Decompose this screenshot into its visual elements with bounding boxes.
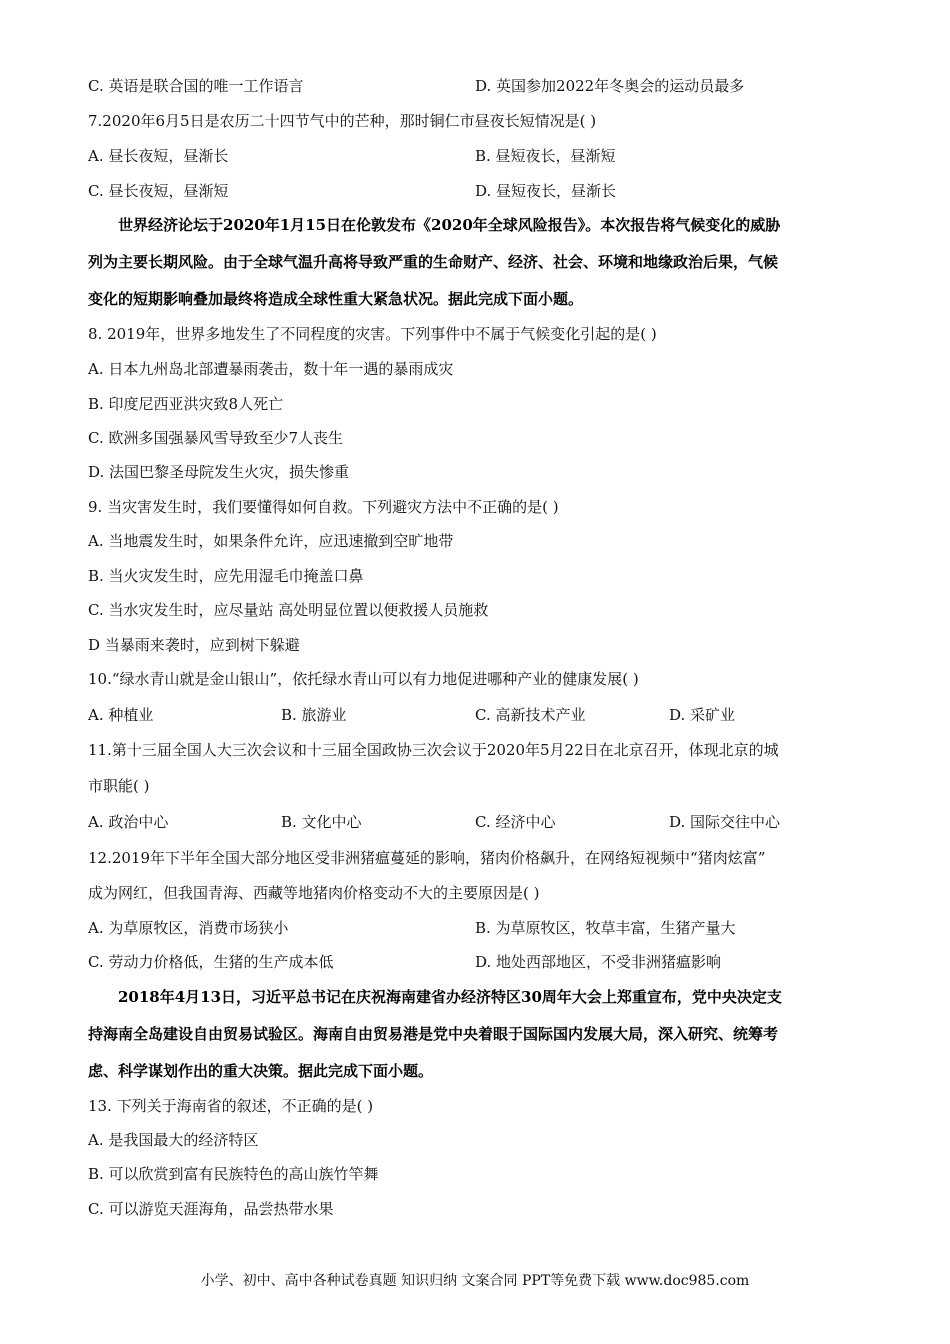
q13-stem: 13. 下列关于海南省的叙述，不正确的是( ) (88, 1097, 374, 1115)
passage-climate-risk (88, 215, 862, 326)
q6-option-d: D. 英国参加2022年冬奥会的运动员最多 (475, 77, 745, 95)
q9-stem: 9. 当灾害发生时，我们要懂得如何自救。下列避灾方法中不正确的是( ) (88, 498, 559, 516)
passage-line: 变化的短期影响叠加最终将造成全球性重大紧急状况。据此完成下面小题。 (88, 290, 584, 308)
q8-option-a: A. 日本九州岛北部遭暴雨袭击，数十年一遇的暴雨成灾 (88, 360, 454, 378)
q7-stem: 7.2020年6月5日是农历二十四节气中的芒种，那时铜仁市昼夜长短情况是( ) (88, 112, 597, 130)
passage-line: 持海南全岛建设自由贸易试验区。海南自由贸易港是党中央着眼于国际国内发展大局，深入研究、统筹考 (88, 1025, 779, 1043)
q11-option-a: A. 政治中心 (88, 813, 169, 831)
q11-stem-line1: 11.第十三届全国人大三次会议和十三届全国政协三次会议于2020年5月22日在北京召开，体现北京的城 (88, 741, 779, 759)
passage-line: 虑、科学谋划作出的重大决策。据此完成下面小题。 (88, 1062, 434, 1080)
q12-option-d: D. 地处西部地区，不受非洲猪瘟影响 (475, 953, 722, 971)
q12-option-b: B. 为草原牧区，牧草丰富，生猪产量大 (475, 919, 736, 937)
q7-option-a: A. 昼长夜短，昼渐长 (88, 147, 229, 165)
q7-option-b: B. 昼短夜长，昼渐短 (475, 147, 616, 165)
q12-stem-line1: 12.2019年下半年全国大部分地区受非洲猪瘟蔓延的影响，猪肉价格飙升，在网络短视频中“猪肉炫富” (88, 849, 766, 867)
q9-option-d: D 当暴雨来袭时，应到树下躲避 (88, 636, 300, 654)
q10-option-b: B. 旅游业 (281, 706, 347, 724)
q11-stem-line2: 市职能( ) (88, 777, 150, 795)
q10-option-c: C. 高新技术产业 (475, 706, 586, 724)
q13-option-c: C. 可以游览天涯海角，品尝热带水果 (88, 1200, 334, 1218)
page-footer: 小学、初中、高中各种试卷真题 知识归纳 文案合同 PPT等免费下载 www.doc985.com (200, 1273, 750, 1289)
q10-option-a: A. 种植业 (88, 706, 154, 724)
q8-stem: 8. 2019年，世界多地发生了不同程度的灾害。下列事件中不属于气候变化引起的是( ) (88, 325, 657, 343)
q8-option-b: B. 印度尼西亚洪灾致8人死亡 (88, 395, 284, 413)
q12-option-c: C. 劳动力价格低，生猪的生产成本低 (88, 953, 334, 971)
q10-option-d: D. 采矿业 (669, 706, 736, 724)
q12-option-a: A. 为草原牧区，消费市场狭小 (88, 919, 289, 937)
q7-option-c: C. 昼长夜短，昼渐短 (88, 182, 229, 200)
q8-option-c: C. 欧洲多国强暴风雪导致至少7人丧生 (88, 429, 344, 447)
q9-option-a: A. 当地震发生时，如果条件允许，应迅速撤到空旷地带 (88, 532, 454, 550)
q11-option-c: C. 经济中心 (475, 813, 556, 831)
passage-line: 列为主要长期风险。由于全球气温升高将导致严重的生命财产、经济、社会、环境和地缘政治后果，气候 (88, 253, 779, 271)
q6-option-c: C. 英语是联合国的唯一工作语言 (88, 77, 304, 95)
q8-option-d: D. 法国巴黎圣母院发生火灾，损失惨重 (88, 463, 350, 481)
q12-stem-line2: 成为网红，但我国青海、西藏等地猪肉价格变动不大的主要原因是( ) (88, 884, 540, 902)
q11-option-b: B. 文化中心 (281, 813, 362, 831)
q10-stem: 10.“绿水青山就是金山银山”，依托绿水青山可以有力地促进哪种产业的健康发展( ) (88, 670, 639, 688)
q13-option-b: B. 可以欣赏到富有民族特色的高山族竹竿舞 (88, 1165, 379, 1183)
q9-option-c: C. 当水灾发生时，应尽量站 高处明显位置以便救援人员施救 (88, 601, 489, 619)
passage-line: 世界经济论坛于2020年1月15日在伦敦发布《2020年全球风险报告》。本次报告将气候变化的威胁 (118, 216, 781, 234)
q11-option-d: D. 国际交往中心 (669, 813, 781, 831)
q7-option-d: D. 昼短夜长，昼渐长 (475, 182, 617, 200)
q9-option-b: B. 当火灾发生时，应先用湿毛巾掩盖口鼻 (88, 567, 364, 585)
passage-hainan-ftz (88, 987, 862, 1098)
passage-line: 2018年4月13日，习近平总书记在庆祝海南建省办经济特区30周年大会上郑重宣布，党中央决定支 (118, 988, 782, 1006)
q13-option-a: A. 是我国最大的经济特区 (88, 1131, 259, 1149)
